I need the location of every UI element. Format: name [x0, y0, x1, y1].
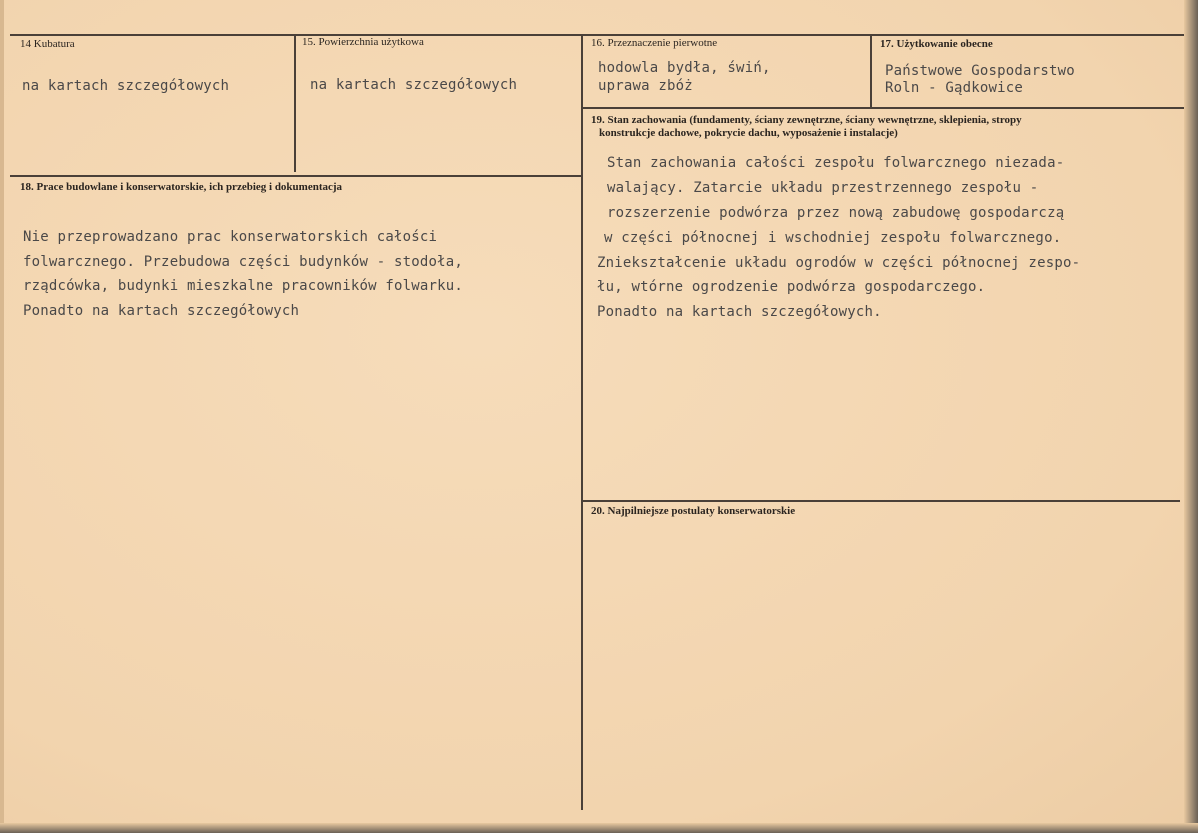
field-19-label-cont: konstrukcje dachowe, pokrycie dachu, wyposażenie i instalacje) [599, 127, 898, 139]
field-17-line: Roln - Gądkowice [885, 80, 1024, 96]
field-19-line: Ponadto na kartach szczegółowych. [597, 304, 882, 320]
field-18-label: 18. Prace budowlane i konserwatorskie, ich przebieg i dokumentacja [20, 181, 343, 193]
rule-above-19 [583, 107, 1184, 109]
rule-above-20 [583, 500, 1180, 502]
field-16-label: 16. Przeznaczenie pierwotne [591, 37, 718, 49]
field-16-line: hodowla bydła, świń, [598, 60, 771, 76]
field-19-line: łu, wtórne ogrodzenie podwórza gospodarczego. [597, 279, 986, 295]
field-18-line: Nie przeprowadzano prac konserwatorskich całości [23, 229, 438, 245]
divider-14-15 [294, 34, 296, 172]
field-15-label: 15. Powierzchnia użytkowa [302, 36, 424, 48]
rule-above-18 [10, 175, 581, 177]
field-15-value: na kartach szczegółowych [310, 77, 518, 93]
field-19-label: 19. Stan zachowania (fundamenty, ściany zewnętrzne, ściany wewnętrzne, sklepienia, stropy [591, 114, 1022, 126]
field-14-value: na kartach szczegółowych [22, 78, 230, 94]
field-14-label: 14 Kubatura [20, 38, 75, 50]
divider-16-17 [870, 34, 872, 107]
field-19-line: w części północnej i wschodniej zespołu folwarcznego. [604, 230, 1062, 246]
field-19-line: Stan zachowania całości zespołu folwarcznego niezada- [607, 155, 1065, 171]
field-19-line: Zniekształcenie układu ogrodów w części północnej zespo- [597, 255, 1081, 271]
center-divider [581, 34, 583, 810]
card-right-edge [1184, 0, 1198, 833]
field-18-line: Ponadto na kartach szczegółowych [23, 303, 300, 319]
card-bottom-edge [0, 823, 1198, 833]
field-19-line: rozszerzenie podwórza przez nową zabudowę gospodarczą [607, 205, 1065, 221]
field-17-label: 17. Użytkowanie obecne [880, 38, 993, 50]
field-20-label: 20. Najpilniejsze postulaty konserwatorskie [591, 505, 796, 517]
field-16-line: uprawa zbóż [598, 78, 693, 94]
top-rule [10, 34, 1184, 36]
field-18-line: folwarcznego. Przebudowa części budynków - stodoła, [23, 254, 464, 270]
card-left-edge [0, 0, 4, 833]
field-17-line: Państwowe Gospodarstwo [885, 63, 1075, 79]
field-19-line: walający. Zatarcie układu przestrzennego zespołu - [607, 180, 1039, 196]
field-18-line: rządcówka, budynki mieszkalne pracowników folwarku. [23, 278, 464, 294]
